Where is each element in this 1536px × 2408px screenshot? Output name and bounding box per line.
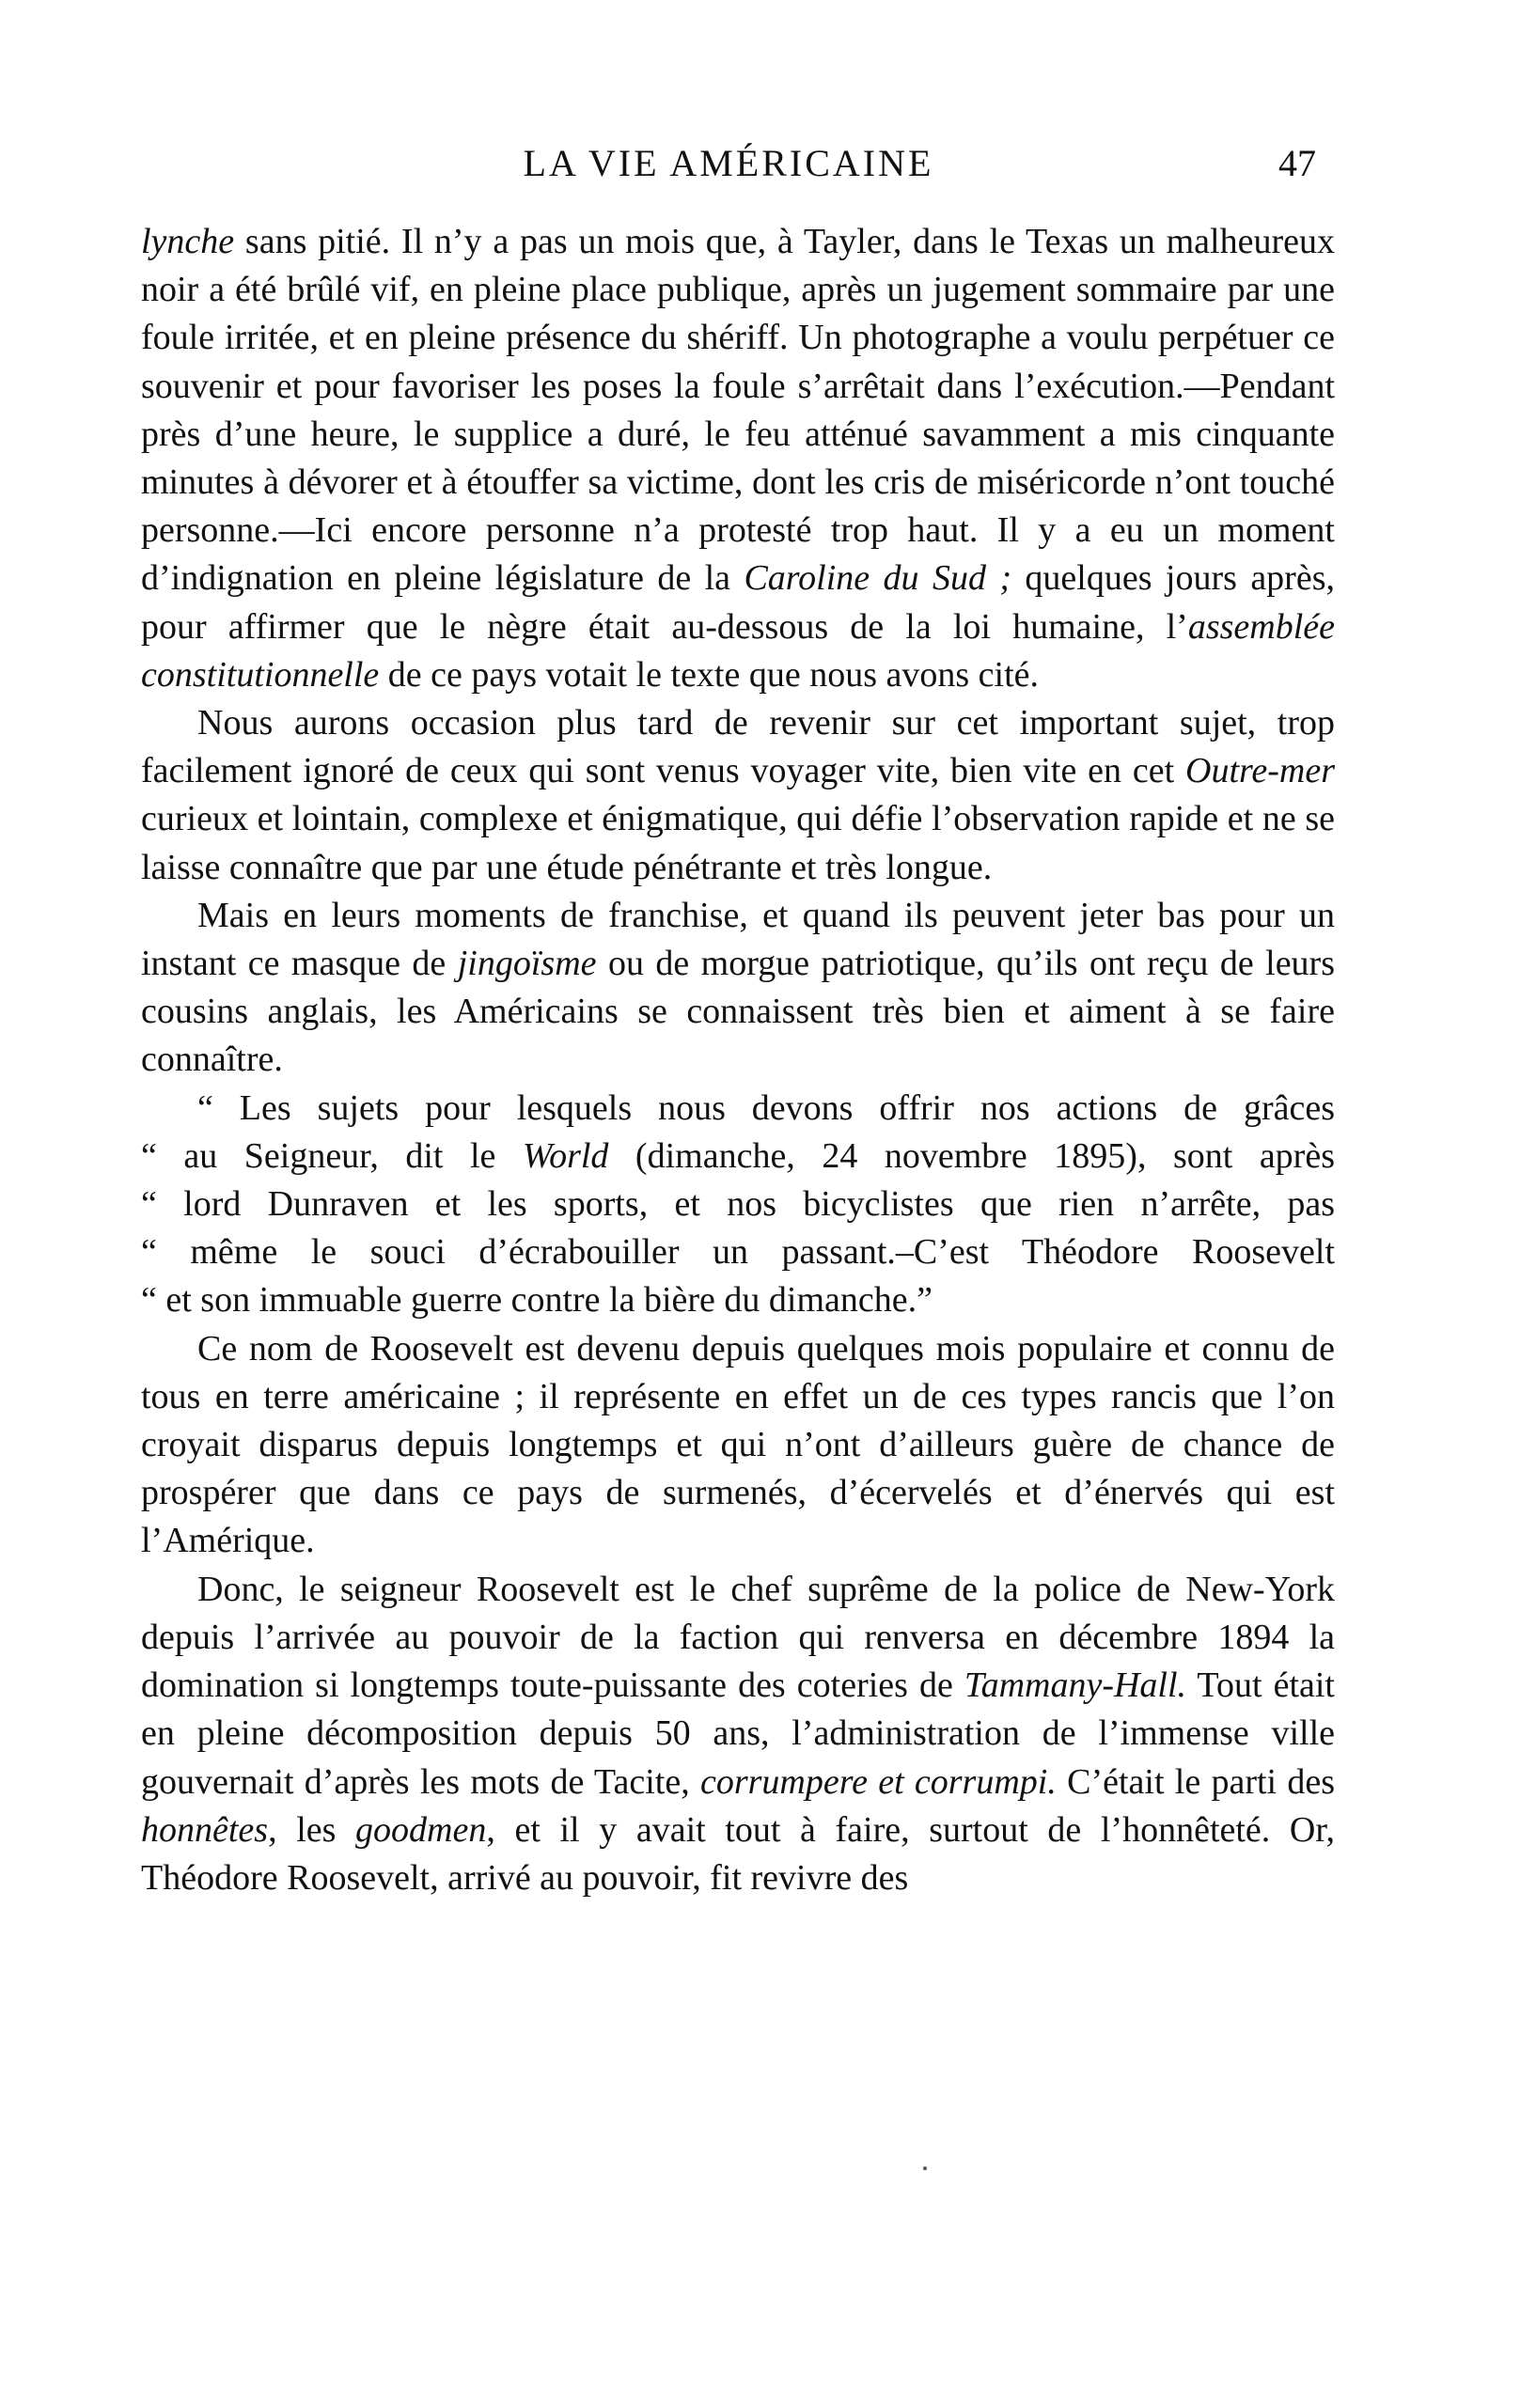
- text-run: (dimanche, 24 novembre 1895), sont après: [608, 1135, 1335, 1176]
- text-run: ou de morgue patriotique, qu’ils ont reçu de leurs cousins anglais, les Américains se connaissent très bien et aiment à se faire connaître.: [141, 944, 1335, 1080]
- text-run: “ lord Dunraven et les sports, et nos bicyclistes que rien n’arrête, pas: [141, 1184, 1335, 1225]
- italic-text: World: [522, 1135, 609, 1176]
- text-run: , les: [268, 1809, 356, 1850]
- paragraph: [141, 892, 1335, 1085]
- paragraph: [141, 1325, 1335, 1566]
- text-run: Ce nom de Roosevelt est devenu depuis quelques mois populaire et connu de tous en terre américaine ; il représente en effet un de ces types rancis que l’on croyait disparus depuis longtemps et qui n’ont d’ailleurs guère de chance de prospérer que dans ce pays de surmenés, d’écervelés et d’énervés qui est l’Amérique.: [141, 1328, 1335, 1561]
- paragraph: [141, 218, 1335, 699]
- italic-text: corrumpere et corrumpi.: [699, 1761, 1057, 1802]
- text-run: de ce pays votait le texte que nous avons cité.: [379, 654, 1040, 695]
- page-header: [141, 141, 1316, 197]
- text-run: curieux et lointain, complexe et énigmatique, qui défie l’observation rapide et ne se laisse connaître que par une étude pénétrante et très longue.: [141, 799, 1335, 887]
- text-run: quelques jours après, pour affirmer que le nègre était au-dessous de la loi humaine, l’: [141, 558, 1335, 647]
- quote-line: [141, 1228, 1335, 1276]
- text-run: C’était le parti des: [1056, 1761, 1335, 1802]
- text-run: “ même le souci d’écrabouiller un passant.–C’est Théodore Roosevelt: [141, 1232, 1335, 1273]
- quote-line: [141, 1181, 1335, 1228]
- italic-text: Caroline du Sud ;: [744, 558, 1012, 599]
- running-title: LA VIE AMÉRICAINE: [523, 142, 934, 184]
- ink-speck: [923, 2166, 927, 2170]
- italic-text: Tammany-Hall.: [964, 1665, 1187, 1706]
- text-run: Donc, le seigneur Roosevelt est le chef suprême de la police de New-York depuis l’arrivée au pouvoir de la faction qui renversa en décembre 1894 la domination si longtemps toute-puissante des coteries de: [141, 1569, 1335, 1706]
- text-run: Mais en leurs moments de franchise, et quand ils peuvent jeter bas pour un instant ce masque de: [141, 895, 1335, 984]
- text-run: , et il y avait tout à faire, surtout de l’honnêteté. Or, Théodore Roosevelt, arrivé au pouvoir, fit revivre des: [141, 1809, 1335, 1898]
- quote-line: [141, 1276, 1335, 1324]
- italic-text: Outre-mer: [1185, 751, 1335, 791]
- text-run: sans pitié. Il n’y a pas un mois que, à Tayler, dans le Texas un malheureux noir a été brûlé vif, en pleine place publique, après un jugement sommaire par une foule irritée, et en pleine présence du shériff. Un photographe a voulu perpétuer ce souvenir et pour favoriser les poses la foule s’arrêtait dans l’exécution.—Pendant près d’une heure, le supplice a duré, le feu atténué savamment a mis cinquante minutes à dévorer et à étouffer sa victime, dont les cris de miséricorde n’ont touché personne.—Ici encore personne n’a protesté trop haut. Il y a eu un moment d’indignation en pleine législature de la: [141, 222, 1335, 599]
- italic-text: assemblée constitutionnelle: [141, 606, 1335, 695]
- body-text: [141, 218, 1335, 1902]
- italic-text: lynche: [141, 222, 235, 261]
- italic-text: goodmen: [355, 1809, 487, 1850]
- text-run: “ Les sujets pour lesquels nous devons offrir nos actions de grâces: [197, 1087, 1335, 1128]
- italic-text: jingoïsme: [457, 944, 597, 984]
- text-run: Nous aurons occasion plus tard de revenir sur cet important sujet, trop facilement ignoré de ceux qui sont venus voyager vite, bien vite en cet: [141, 703, 1335, 791]
- page-number: 47: [1278, 142, 1316, 184]
- text-run: Tout était en pleine décomposition depuis 50 ans, l’administration de l’immense ville gouvernait d’après les mots de Tacite,: [141, 1665, 1335, 1802]
- quote-line: [141, 1085, 1335, 1133]
- newspaper-quote: [141, 1085, 1335, 1325]
- text-run: “ au Seigneur, dit le: [141, 1135, 523, 1176]
- paragraph: [141, 1566, 1335, 1902]
- paragraph: [141, 699, 1335, 892]
- quote-line: [141, 1133, 1335, 1181]
- text-run: “ et son immuable guerre contre la bière du dimanche.”: [141, 1280, 933, 1321]
- italic-text: honnêtes: [141, 1809, 269, 1850]
